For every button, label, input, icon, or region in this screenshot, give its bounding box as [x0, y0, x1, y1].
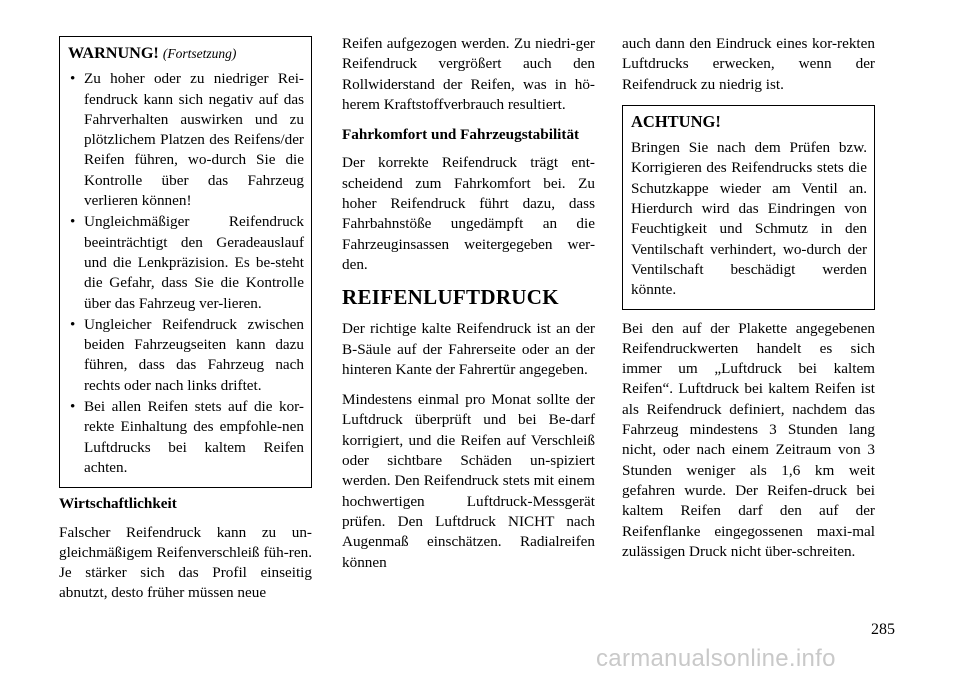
heading-economy: Wirtschaftlichkeit [59, 495, 177, 513]
paragraph-economy: Falscher Reifendruck kann zu un-gleichmäßigem Reifenverschleiß füh-ren. Je stärker sich das Profil einseitig abnutzt, desto früher müssen neue [59, 523, 312, 602]
warning-subtitle: (Fortsetzung) [162, 46, 237, 61]
warning-bullet: • Ungleicher Reifendruck zwischen beiden Fahrzeugseiten kann dazu führen, dass das Fahrzeug nach rechts oder nach links driftet. [68, 315, 304, 396]
heading-comfort: Fahrkomfort und Fahrzeugstabilität [342, 126, 580, 144]
paragraph-pressure-check: Mindestens einmal pro Monat sollte der Luftdruck überprüft und bei Be-darf korrigiert, und die Reifen auf Verschleiß oder sichtbare Schäden un-spiziert werden. Den Reifendruck stets mit einem hochwertigen Luftdruck-Messgerät prüfen. Den Luftdruck NICHT nach Augenmaß einschätzen. Radialreifen können [342, 391, 595, 571]
warning-bullet: • Ungleichmäßiger Reifendruck beeinträchtigt den Geradeauslauf und die Lenkpräzision. Es be-steht die Gefahr, dass Sie die Kontrolle über das Fahrzeug ver-lieren. [68, 212, 304, 313]
column-right [622, 34, 875, 572]
column-left [59, 36, 312, 614]
paragraph-pressure-location: Der richtige kalte Reifendruck ist an der B-Säule auf der Fahrerseite oder an der hinteren Kante der Fahrertür angegeben. [342, 320, 595, 378]
paragraph-economy-continued: Reifen aufgezogen werden. Zu niedri-ger Reifendruck vergrößert auch den Rollwiderstand der Reifen, was in hö-herem Kraftstoffverbrauch resultiert. [342, 35, 595, 113]
paragraph-check-continued: auch dann den Eindruck eines kor-rekten Luftdrucks erwecken, wenn der Reifendruck zu niedrig ist. [622, 35, 875, 93]
caution-box [622, 105, 875, 310]
warning-bullet: • Zu hoher oder zu niedriger Rei-fendruck kann sich negativ auf das Fahrverhalten auswirken und zu plötzlichem Platzen des Reifens/der Reifen führen, wo-durch Sie die Kontrolle über das Fahrzeug verlieren können! [68, 69, 304, 211]
page-number: 285 [871, 621, 895, 638]
paragraph-cold-pressure: Bei den auf der Plakette angegebenen Reifendruckwerten handelt es sich immer um „Luftdruck bei kaltem Reifen“. Luftdruck bei kaltem Reifen ist als Reifendruck definiert, nachdem das Fahrzeug mindestens 3 Stunden lang nicht, oder nach einem Zeitraum von 3 Stunden weniger als 1,6 km weit gefahren wurde. Der Reifen-druck bei kaltem Reifen darf den auf der Reifenflanke eingegossenen maxi-mal zulässigen Druck nicht über-schreiten. [622, 319, 875, 560]
warning-bullet-list [68, 69, 304, 478]
watermark: carmanualsonline.info [596, 645, 836, 672]
warning-bullet: • Bei allen Reifen stets auf die kor-rekte Einhaltung des empfohle-nen Luftdrucks bei kaltem Reifen achten. [68, 397, 304, 478]
caution-title: ACHTUNG! [631, 111, 721, 131]
caution-text: Bringen Sie nach dem Prüfen bzw. Korrigieren des Reifendrucks stets die Schutzkappe wieder am Ventil an. Hierdurch wird das Eindringen von Feuchtigkeit und Schmutz in den Ventilschaft verhindert, wo-durch der Ventilschaft beschädigt werden könnte. [631, 139, 867, 299]
warning-box [59, 36, 312, 488]
warning-title: WARNUNG! (Fortsetzung) [68, 44, 237, 62]
paragraph-comfort: Der korrekte Reifendruck trägt ent-scheidend zum Fahrkomfort bei. Zu hoher Reifendruck führt dazu, dass Fahrbahnstöße ungedämpft an die Fahrzeuginsassen weitergegeben wer-den. [342, 154, 595, 273]
column-middle [342, 34, 595, 583]
section-heading-tire-pressure: REIFENLUFTDRUCK [342, 285, 559, 310]
